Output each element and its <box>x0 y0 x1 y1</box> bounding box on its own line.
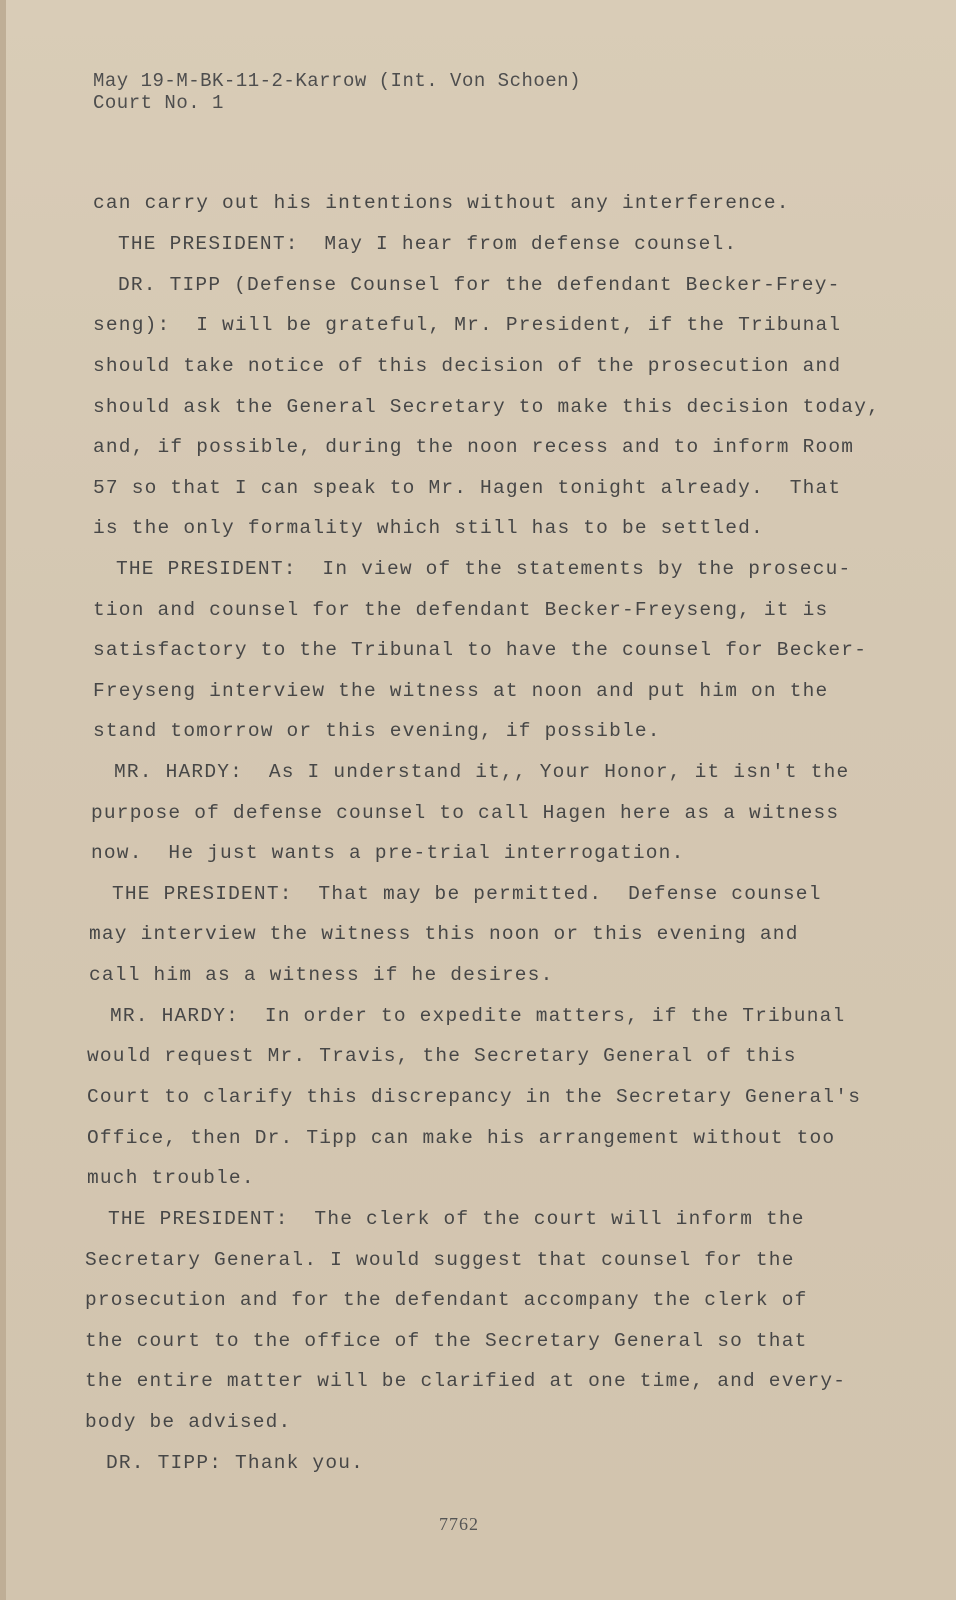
text-line: stand tomorrow or this evening, if possible. <box>93 720 661 742</box>
text-line: Secretary General. I would suggest that counsel for the <box>85 1249 795 1271</box>
text-line: THE PRESIDENT: That may be permitted. Defense counsel <box>112 883 822 905</box>
text-line: Court to clarify this discrepancy in the Secretary General's <box>87 1086 862 1108</box>
text-line: Freyseng interview the witness at noon and put him on the <box>93 680 829 702</box>
text-line: should ask the General Secretary to make this decision today, <box>93 396 881 418</box>
header-court-line: Court No. 1 <box>93 92 224 114</box>
text-line: prosecution and for the defendant accompany the clerk of <box>85 1289 808 1311</box>
text-line: can carry out his intentions without any interference. <box>93 192 790 214</box>
text-line: THE PRESIDENT: The clerk of the court will inform the <box>108 1208 805 1230</box>
text-line: DR. TIPP (Defense Counsel for the defendant Becker-Frey- <box>118 274 841 296</box>
text-line: tion and counsel for the defendant Becker-Freyseng, it is <box>93 599 829 621</box>
text-line: purpose of defense counsel to call Hagen here as a witness <box>91 802 840 824</box>
text-line: now. He just wants a pre-trial interrogation. <box>91 842 685 864</box>
page-number: 7762 <box>439 1514 479 1534</box>
text-line: and, if possible, during the noon recess and to inform Room <box>93 436 855 458</box>
text-line: the entire matter will be clarified at one time, and every- <box>85 1370 847 1392</box>
text-line: MR. HARDY: In order to expedite matters, if the Tribunal <box>110 1005 846 1027</box>
text-line: body be advised. <box>85 1411 292 1433</box>
text-line: seng): I will be grateful, Mr. President, if the Tribunal <box>93 314 842 336</box>
text-line: much trouble. <box>87 1167 255 1189</box>
text-line: 57 so that I can speak to Mr. Hagen tonight already. That <box>93 477 842 499</box>
text-line: is the only formality which still has to be settled. <box>93 517 764 539</box>
text-line: THE PRESIDENT: May I hear from defense counsel. <box>118 233 738 255</box>
text-line: call him as a witness if he desires. <box>89 964 554 986</box>
text-line: may interview the witness this noon or this evening and <box>89 923 799 945</box>
text-line: the court to the office of the Secretary General so that <box>85 1330 808 1352</box>
text-line: DR. TIPP: Thank you. <box>106 1452 365 1474</box>
text-line: satisfactory to the Tribunal to have the counsel for Becker- <box>93 639 868 661</box>
text-line: should take notice of this decision of the prosecution and <box>93 355 842 377</box>
text-line: Office, then Dr. Tipp can make his arrangement without too <box>87 1127 836 1149</box>
header-session-line: May 19-M-BK-11-2-Karrow (Int. Von Schoen) <box>93 70 581 92</box>
text-line: MR. HARDY: As I understand it,, Your Honor, it isn't the <box>114 761 850 783</box>
text-line: would request Mr. Travis, the Secretary General of this <box>87 1045 797 1067</box>
text-line: THE PRESIDENT: In view of the statements by the prosecu- <box>116 558 852 580</box>
